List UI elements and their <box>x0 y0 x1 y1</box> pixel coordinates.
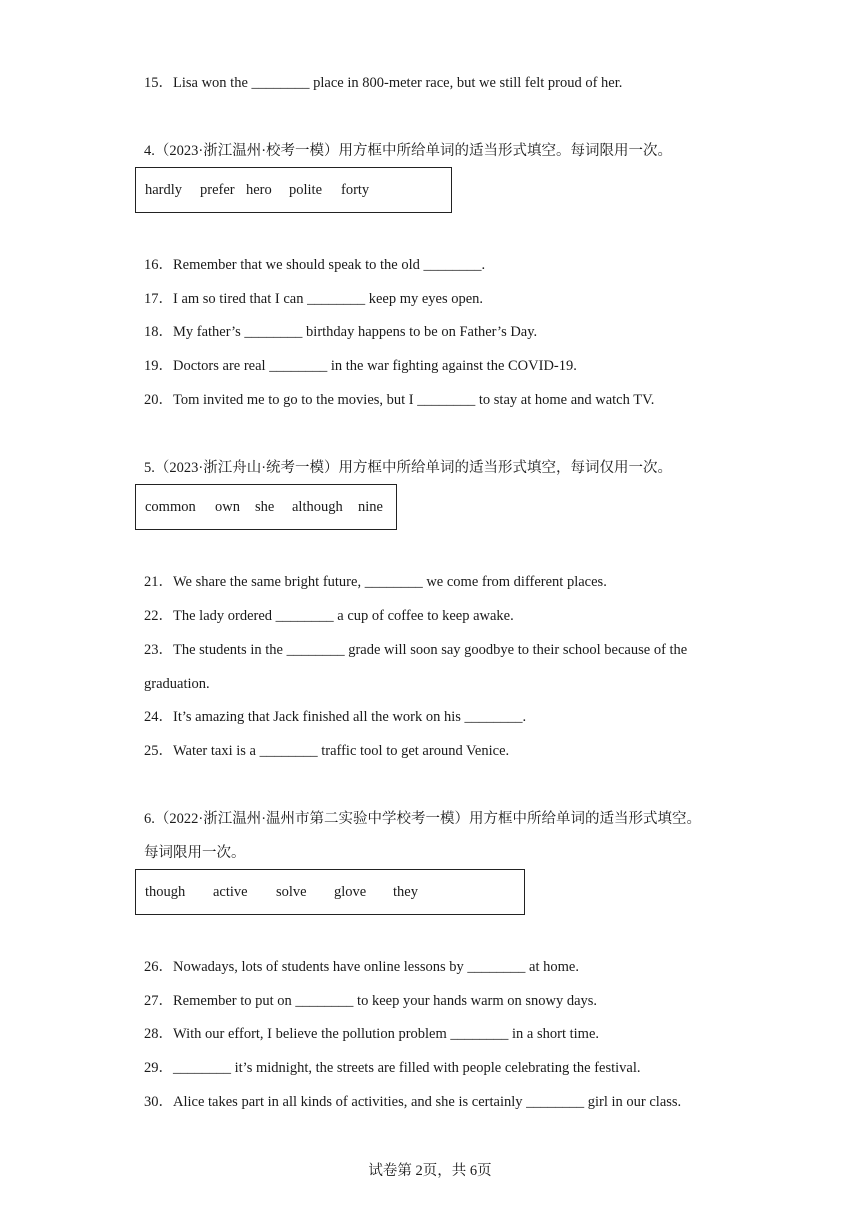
page-footer: 试卷第 2页，共 6页 <box>368 1163 492 1179</box>
question-27: 27．Remember to put on ________ to keep your hands warm on snowy days. <box>144 993 598 1009</box>
section-5-word-box <box>135 484 397 530</box>
section-5-heading: 5.（2023·浙江舟山·统考一模）用方框中所给单词的适当形式填空，每词仅用一次。 <box>144 460 673 476</box>
section-6-heading-continued: 每词限用一次。 <box>144 845 246 861</box>
word-box-item: polite <box>289 181 323 198</box>
question-22: 22．The lady ordered ________ a cup of coffee to keep awake. <box>144 608 514 624</box>
word-box-item: though <box>145 883 186 900</box>
question-16: 16．Remember that we should speak to the old ________. <box>144 257 486 273</box>
word-box-item: active <box>213 883 248 900</box>
word-box-item: they <box>393 883 418 900</box>
word-box-item: nine <box>358 498 383 515</box>
word-box-item: glove <box>334 883 367 900</box>
question-20: 20．Tom invited me to go to the movies, but I ________ to stay at home and watch TV. <box>144 392 655 408</box>
word-box-item: prefer <box>200 181 235 198</box>
question-25: 25．Water taxi is a ________ traffic tool to get around Venice. <box>144 743 510 759</box>
question-23: 23．The students in the ________ grade will soon say goodbye to their school because of the <box>144 642 688 658</box>
question-19: 19．Doctors are real ________ in the war fighting against the COVID-19. <box>144 358 577 374</box>
word-box-item: common <box>145 498 196 515</box>
question-24: 24．It’s amazing that Jack finished all the work on his ________. <box>144 709 527 725</box>
word-box-item: hardly <box>145 181 183 198</box>
question-15: 15．Lisa won the ________ place in 800-meter race, but we still felt proud of her. <box>144 75 623 91</box>
word-box-item: although <box>292 498 343 515</box>
question-30: 30．Alice takes part in all kinds of activities, and she is certainly ________ girl in our class. <box>144 1094 682 1110</box>
question-29: 29．________ it’s midnight, the streets are filled with people celebrating the festival. <box>144 1060 641 1076</box>
section-4-heading: 4.（2023·浙江温州·校考一模）用方框中所给单词的适当形式填空。每词限用一次。 <box>144 143 673 159</box>
word-box-item: she <box>255 498 275 515</box>
word-box-item: hero <box>246 181 272 198</box>
question-28: 28．With our effort, I believe the pollution problem ________ in a short time. <box>144 1026 600 1042</box>
question-26: 26．Nowadays, lots of students have online lessons by ________ at home. <box>144 959 579 975</box>
word-box-item: forty <box>341 181 370 198</box>
word-box-item: own <box>215 498 240 515</box>
section-6-word-box <box>135 869 525 915</box>
question-18: 18．My father’s ________ birthday happens to be on Father’s Day. <box>144 324 538 340</box>
word-box-item: solve <box>276 883 307 900</box>
section-4-word-box <box>135 167 452 213</box>
section-6-heading: 6.（2022·浙江温州·温州市第二实验中学校考一模）用方框中所给单词的适当形式填空。 <box>144 811 702 827</box>
question-21: 21．We share the same bright future, ________ we come from different places. <box>144 574 607 590</box>
question-17: 17．I am so tired that I can ________ keep my eyes open. <box>144 291 484 307</box>
question-23-continued: graduation. <box>144 676 210 692</box>
